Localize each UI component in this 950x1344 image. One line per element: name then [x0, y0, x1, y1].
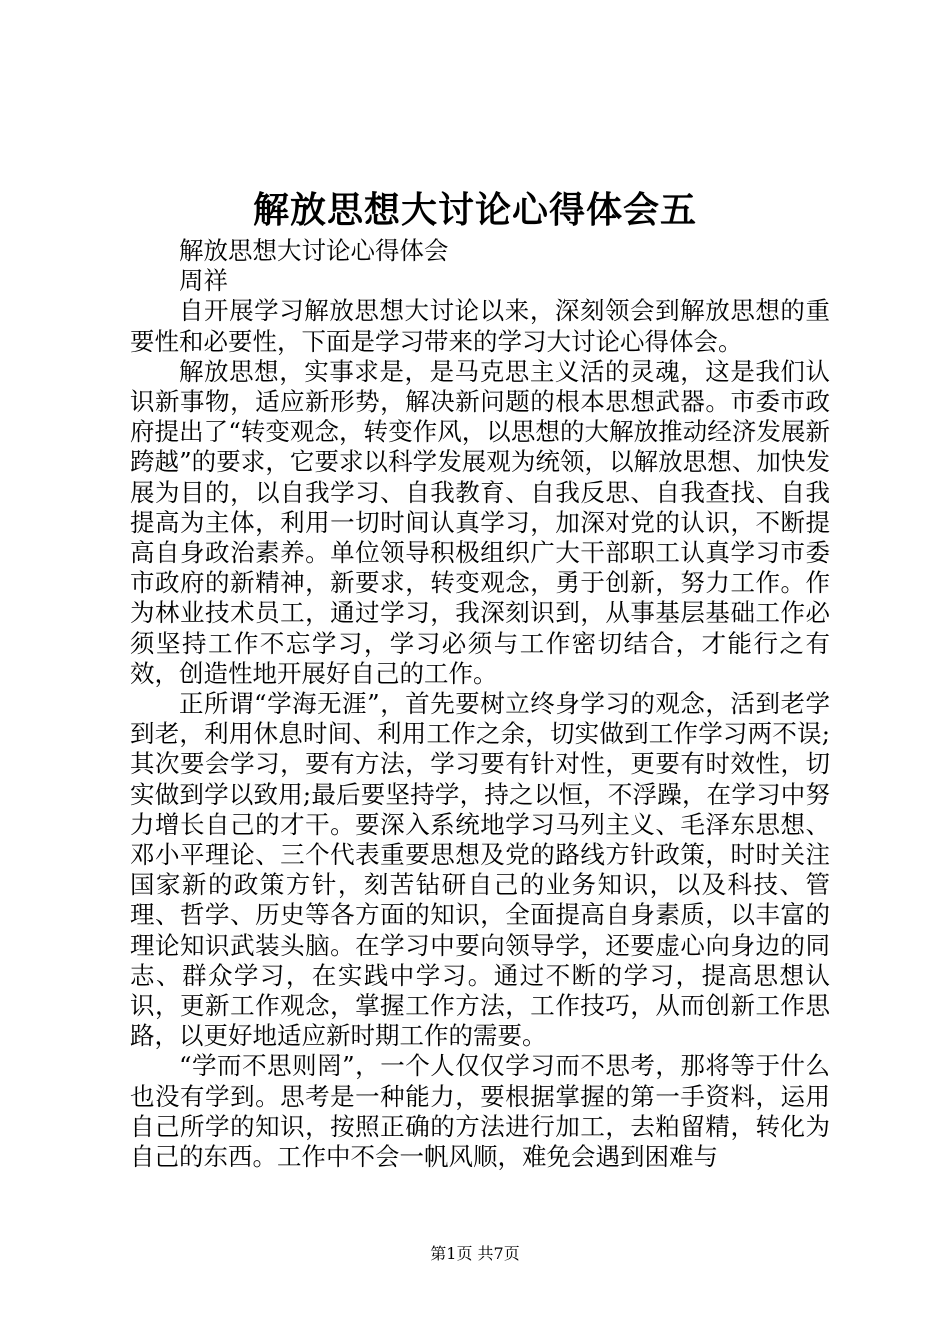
paragraph: “学而不思则罔”，一个人仅仅学习而不思考，那将等于什么也没有学到。思考是一种能力，要根据掌握的第一手资料，运用自己所学的知识，按照正确的方法进行加工，去粕留精，转化为自己的东西。工作中不会一帆风顺，难免会遇到困难与 [130, 1051, 830, 1172]
paragraph: 自开展学习解放思想大讨论以来，深刻领会到解放思想的重要性和必要性，下面是学习带来的学习大讨论心得体会。 [130, 296, 830, 356]
document-author: 周祥 [179, 266, 228, 296]
page-number: 第1页 共7页 [430, 1244, 520, 1263]
paragraph: 正所谓“学海无涯”，首先要树立终身学习的观念，活到老学到老，利用休息时间、利用工作之余，切实做到工作学习两不误;其次要会学习，要有方法，学习要有针对性，更要有时效性，切实做到学以致用;最后要坚持学，持之以恒，不浮躁，在学习中努力增长自己的才干。要深入系统地学习马列主义、毛泽东思想、邓小平理论、三个代表重要思想及党的路线方针政策，时时关注国家新的政策方针，刻苦钻研自己的业务知识，以及科技、管理、哲学、历史等各方面的知识，全面提高自身素质，以丰富的理论知识武装头脑。在学习中要向领导学，还要虚心向身边的同志、群众学习，在实践中学习。通过不断的学习，提高思想认识，更新工作观念，掌握工作方法，工作技巧，从而创新工作思路，以更好地适应新时期工作的需要。 [130, 689, 830, 1051]
paragraph: 解放思想，实事求是，是马克思主义活的灵魂，这是我们认识新事物，适应新形势，解决新问题的根本思想武器。市委市政府提出了“转变观念，转变作风，以思想的大解放推动经济发展新跨越”的要求，它要求以科学发展观为统领，以解放思想、加快发展为目的，以自我学习、自我教育、自我反思、自我查找、自我提高为主体，利用一切时间认真学习，加深对党的认识，不断提高自身政治素养。单位领导积极组织广大干部职工认真学习市委市政府的新精神，新要求，转变观念，勇于创新，努力工作。作为林业技术员工，通过学习，我深刻识到，从事基层基础工作必须坚持工作不忘学习，学习必须与工作密切结合，才能行之有效，创造性地开展好自己的工作。 [130, 356, 830, 688]
document-body [130, 236, 830, 1172]
document-subtitle: 解放思想大讨论心得体会 [179, 236, 449, 265]
document-title: 解放思想大讨论心得体会五 [252, 189, 697, 231]
